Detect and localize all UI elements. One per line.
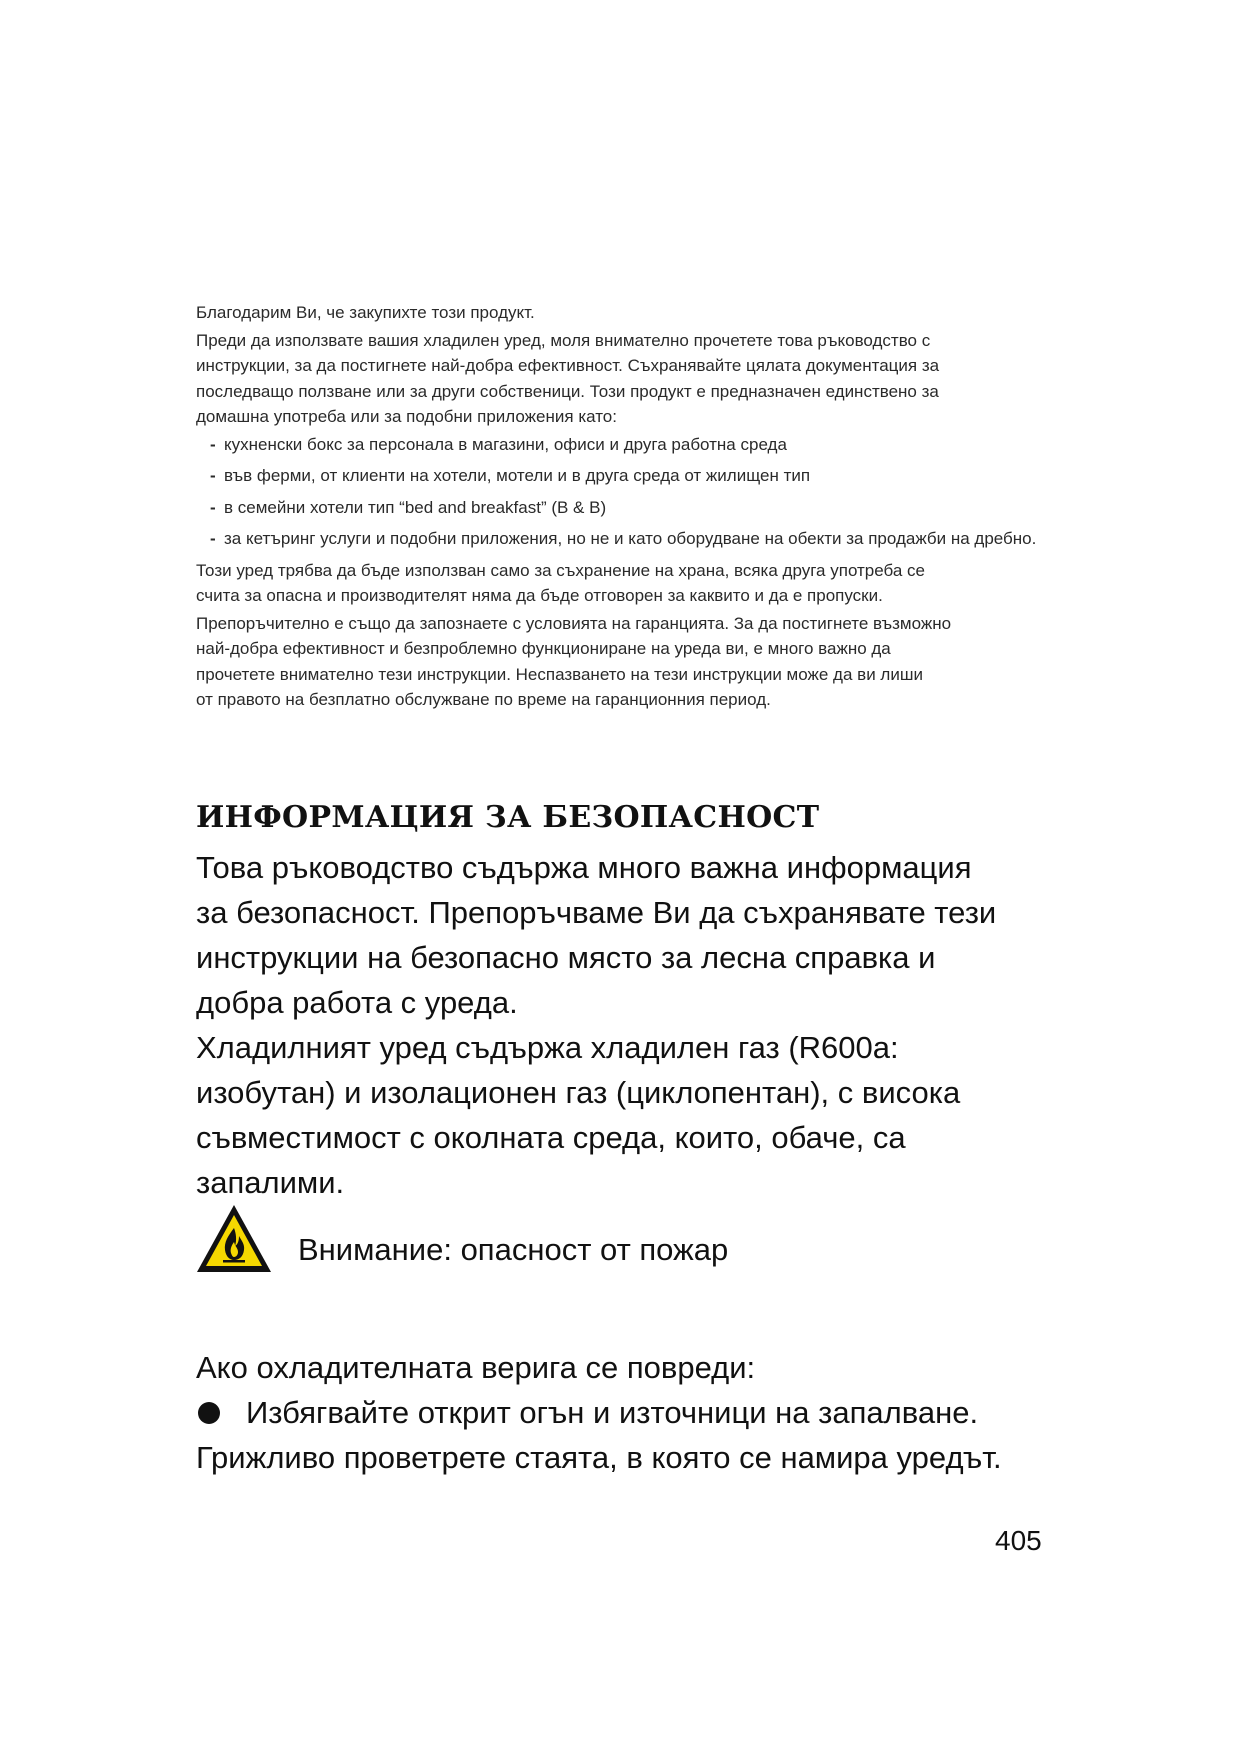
intro-p2-line: счита за опасна и производителят няма да бъде отговорен за каквито и да е пропуски. — [196, 586, 883, 605]
safety-line: инструкции на безопасно място за лесна справка и — [196, 940, 936, 975]
dash-bullet: - — [210, 497, 216, 517]
safety-line: изобутан) и изолационен газ (циклопентан), с висока — [196, 1075, 961, 1110]
list-item — [196, 463, 1076, 489]
safety-paragraph — [196, 845, 1096, 1205]
intro-p3-line: от правото на безплатно обслужване по време на гаранционния период. — [196, 690, 771, 709]
safety-line: Това ръководство съдържа много важна информация — [196, 850, 972, 885]
intro-p1-line: инструкции, за да постигнете най-добра ефективност. Съхранявайте цялата документация за — [196, 356, 940, 375]
warning-text: Внимание: опасност от пожар — [298, 1232, 729, 1267]
bullet-dot-icon — [198, 1402, 220, 1424]
intro-paragraph-2 — [196, 558, 1076, 609]
intro-p1-line: домашна употреба или за подобни приложения като: — [196, 407, 617, 426]
damage-line: Грижливо проветрете стаята, в която се намира уредът. — [196, 1440, 1002, 1475]
dash-bullet: - — [210, 466, 216, 485]
safety-line: Хладилният уред съдържа хладилен газ (R600a: — [196, 1030, 899, 1065]
thanks-line: Благодарим Ви, че закупихте този продукт. — [196, 303, 535, 322]
safety-line: за безопасност. Препоръчваме Ви да съхранявате тези — [196, 895, 997, 930]
damage-bullet-text: Избягвайте открит огън и източници на запалване. — [246, 1395, 979, 1430]
damage-bullet — [196, 1390, 1156, 1435]
fire-warning — [194, 1202, 894, 1282]
list-item-text: кухненски бокс за персонала в магазини, офиси и друга работна среда — [224, 434, 787, 454]
intro-p2-line: Този уред трябва да бъде използван само за съхранение на храна, всяка друга употреба се — [196, 560, 926, 580]
flammable-warning-icon — [194, 1202, 274, 1276]
list-item-text: в семейни хотели тип “bed and breakfast” (B & B) — [224, 497, 607, 517]
intro-p3-line: най-добра ефективност и безпроблемно функциониране на уреда ви, е много важно да — [196, 639, 891, 658]
list-item — [196, 495, 1076, 521]
intro-paragraph-1 — [196, 328, 1076, 430]
safety-line: запалими. — [196, 1165, 345, 1200]
intro-p3-line: Препоръчително е също да запознаете с условията на гаранцията. За да постигнете възможно — [196, 613, 952, 633]
safety-line: добра работа с уреда. — [196, 985, 518, 1020]
usage-list — [196, 432, 1076, 552]
safety-text — [196, 845, 1096, 1205]
intro-section — [196, 300, 1076, 713]
list-item — [196, 432, 1076, 458]
intro-paragraph-3 — [196, 611, 1076, 713]
dash-bullet: - — [210, 529, 216, 548]
intro-p1-line: Преди да използвате вашия хладилен уред, моля внимателно прочетете това ръководство с — [196, 330, 931, 350]
page-number: 405 — [995, 1525, 1042, 1556]
list-item-text: във ферми, от клиенти на хотели, мотели и в друга среда от жилищен тип — [224, 466, 811, 485]
safety-heading: ИНФОРМАЦИЯ ЗА БЕЗОПАСНОСТ — [196, 800, 820, 835]
intro-p3-line: прочетете внимателно тези инструкции. Неспазването на тези инструкции може да ви лиши — [196, 664, 923, 684]
damage-section — [196, 1345, 1156, 1480]
dash-bullet: - — [210, 434, 216, 454]
list-item — [196, 526, 1076, 552]
intro-p1-line: последващо ползване или за други собственици. Този продукт е предназначен единствено за — [196, 381, 939, 401]
list-item-text: за кетъринг услуги и подобни приложения, но не и като оборудване на обекти за продажби на дребно. — [224, 529, 1037, 548]
safety-line: съвместимост с околната среда, които, обаче, са — [196, 1120, 906, 1155]
damage-intro: Ако охладителната верига се повреди: — [196, 1350, 756, 1385]
